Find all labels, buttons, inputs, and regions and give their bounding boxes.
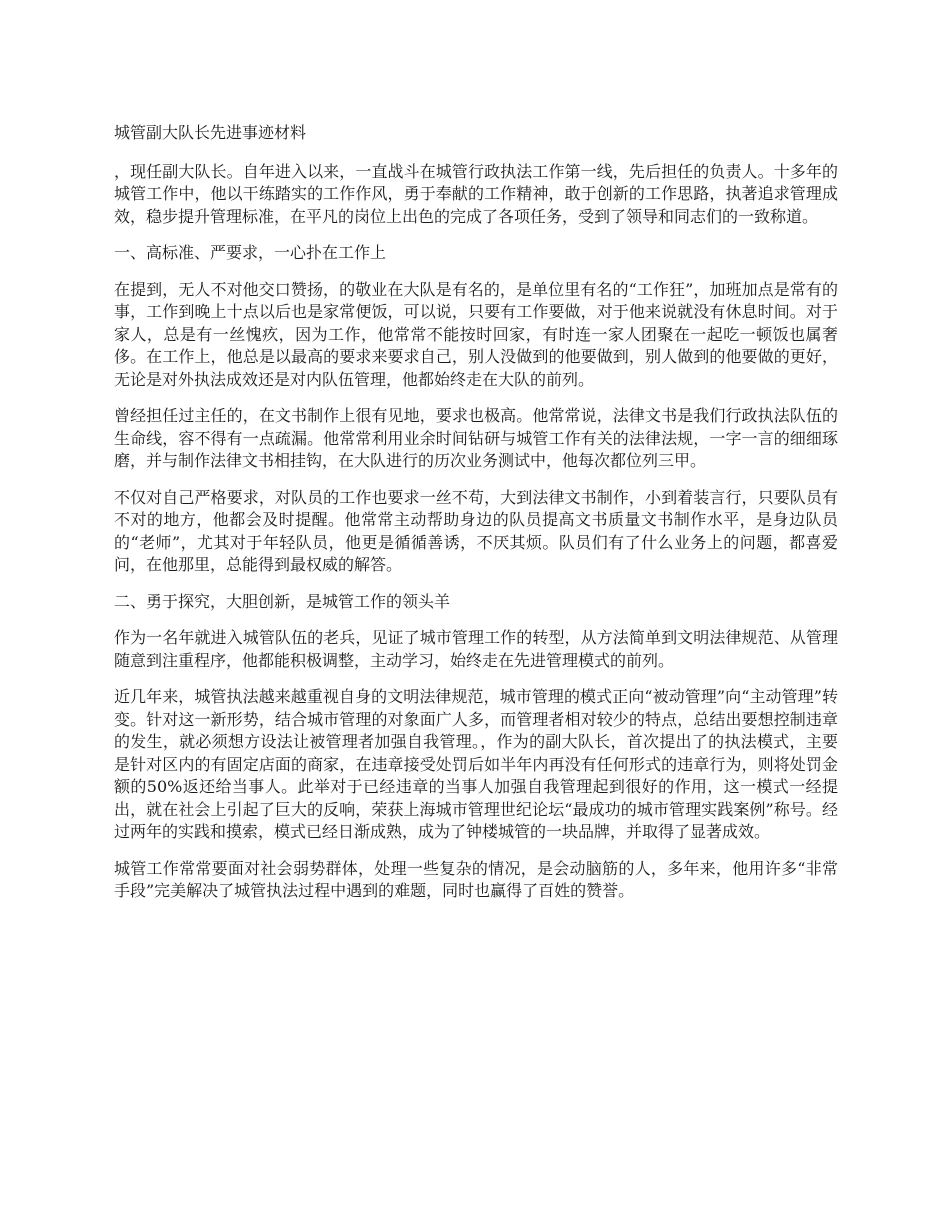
paragraph-innovation: 近几年来，城管执法越来越重视自身的文明法律规范，城市管理的模式正向“被动管理”向“主动管理”转变。针对这一新形势，结合城市管理的对象面广人多，而管理者相对较少的特点，总结出要想控制违章的发生，就必须想方设法让被管理者加强自我管理。，作为的副大队长，首次提出了的执法模式，主要是针对区内的有固定店面的商家，在违章接受处罚后如半年内再没有任何形式的违章行为，则将处罚金额的50%返还给当事人。此举对于已经违章的当事人加强自我管理起到很好的作用，这一模式一经提出，就在社会上引起了巨大的反响，荣获上海城市管理世纪论坛“最成功的城市管理实践案例”称号。经过两年的实践和摸索，模式已经日渐成熟，成为了钟楼城管的一块品牌，并取得了显著成效。 [114,687,838,841]
paragraph-legal-documents: 曾经担任过主任的，在文书制作上很有见地，要求也极高。他常常说，法律文书是我们行政执法队伍的生命线，容不得有一点疏漏。他常常利用业余时间钻研与城管工作有关的法律法规，一字一言的细细琢磨，并与制作法律文书相挂钩，在大队进行的历次业务测试中，他每次都位列三甲。 [114,406,838,470]
document-page [114,122,838,917]
section-heading-1: 一、高标准、严要求，一心扑在工作上 [114,243,387,262]
paragraph-dedication: 在提到，无人不对他交口赞扬，的敬业在大队是有名的，是单位里有名的“工作狂”，加班加点是常有的事，工作到晚上十点以后也是家常便饭，可以说，只要有工作要做，对于他来说就没有休息时间。对于家人，总是有一丝愧疚，因为工作，他常常不能按时回家，有时连一家人团聚在一起吃一顿饭也属奢侈。在工作上，他总是以最高的要求来要求自己，别人没做到的他要做到，别人做到的他要做的更好，无论是对外执法成效还是对内队伍管理，他都始终走在大队的前列。 [114,279,838,389]
paragraph-difficult-cases: 城管工作常常要面对社会弱势群体，处理一些复杂的情况，是会动脑筋的人，多年来，他用许多“非常手段”完美解决了城管执法过程中遇到的难题，同时也赢得了百姓的赞誉。 [114,858,838,900]
paragraph-team-guidance: 不仅对自己严格要求，对队员的工作也要求一丝不苟，大到法律文书制作，小到着装言行，只要队员有不对的地方，他都会及时提醒。他常常主动帮助身边的队员提高文书质量文书制作水平，是身边队员的“老师”，尤其对于年轻队员，他更是循循善诱，不厌其烦。队员们有了什么业务上的问题，都喜爱问，在他那里，总能得到最权威的解答。 [114,487,838,574]
document-title: 城管副大队长先进事迹材料 [114,123,307,142]
paragraph-intro: ，现任副大队长。自年进入以来，一直战斗在城管行政执法工作第一线，先后担任的负责人。十多年的城管工作中，他以干练踏实的工作作风，勇于奉献的工作精神，敢于创新的工作思路，执著追求管理成效，稳步提升管理标准，在平凡的岗位上出色的完成了各项任务，受到了领导和同志们的一致称道。 [114,161,838,226]
section-heading-2: 二、勇于探究，大胆创新，是城管工作的领头羊 [114,591,451,611]
paragraph-veteran: 作为一名年就进入城管队伍的老兵，见证了城市管理工作的转型，从方法简单到文明法律规范、从管理随意到注重程序，他都能积极调整，主动学习，始终走在先进管理模式的前列。 [114,628,838,670]
